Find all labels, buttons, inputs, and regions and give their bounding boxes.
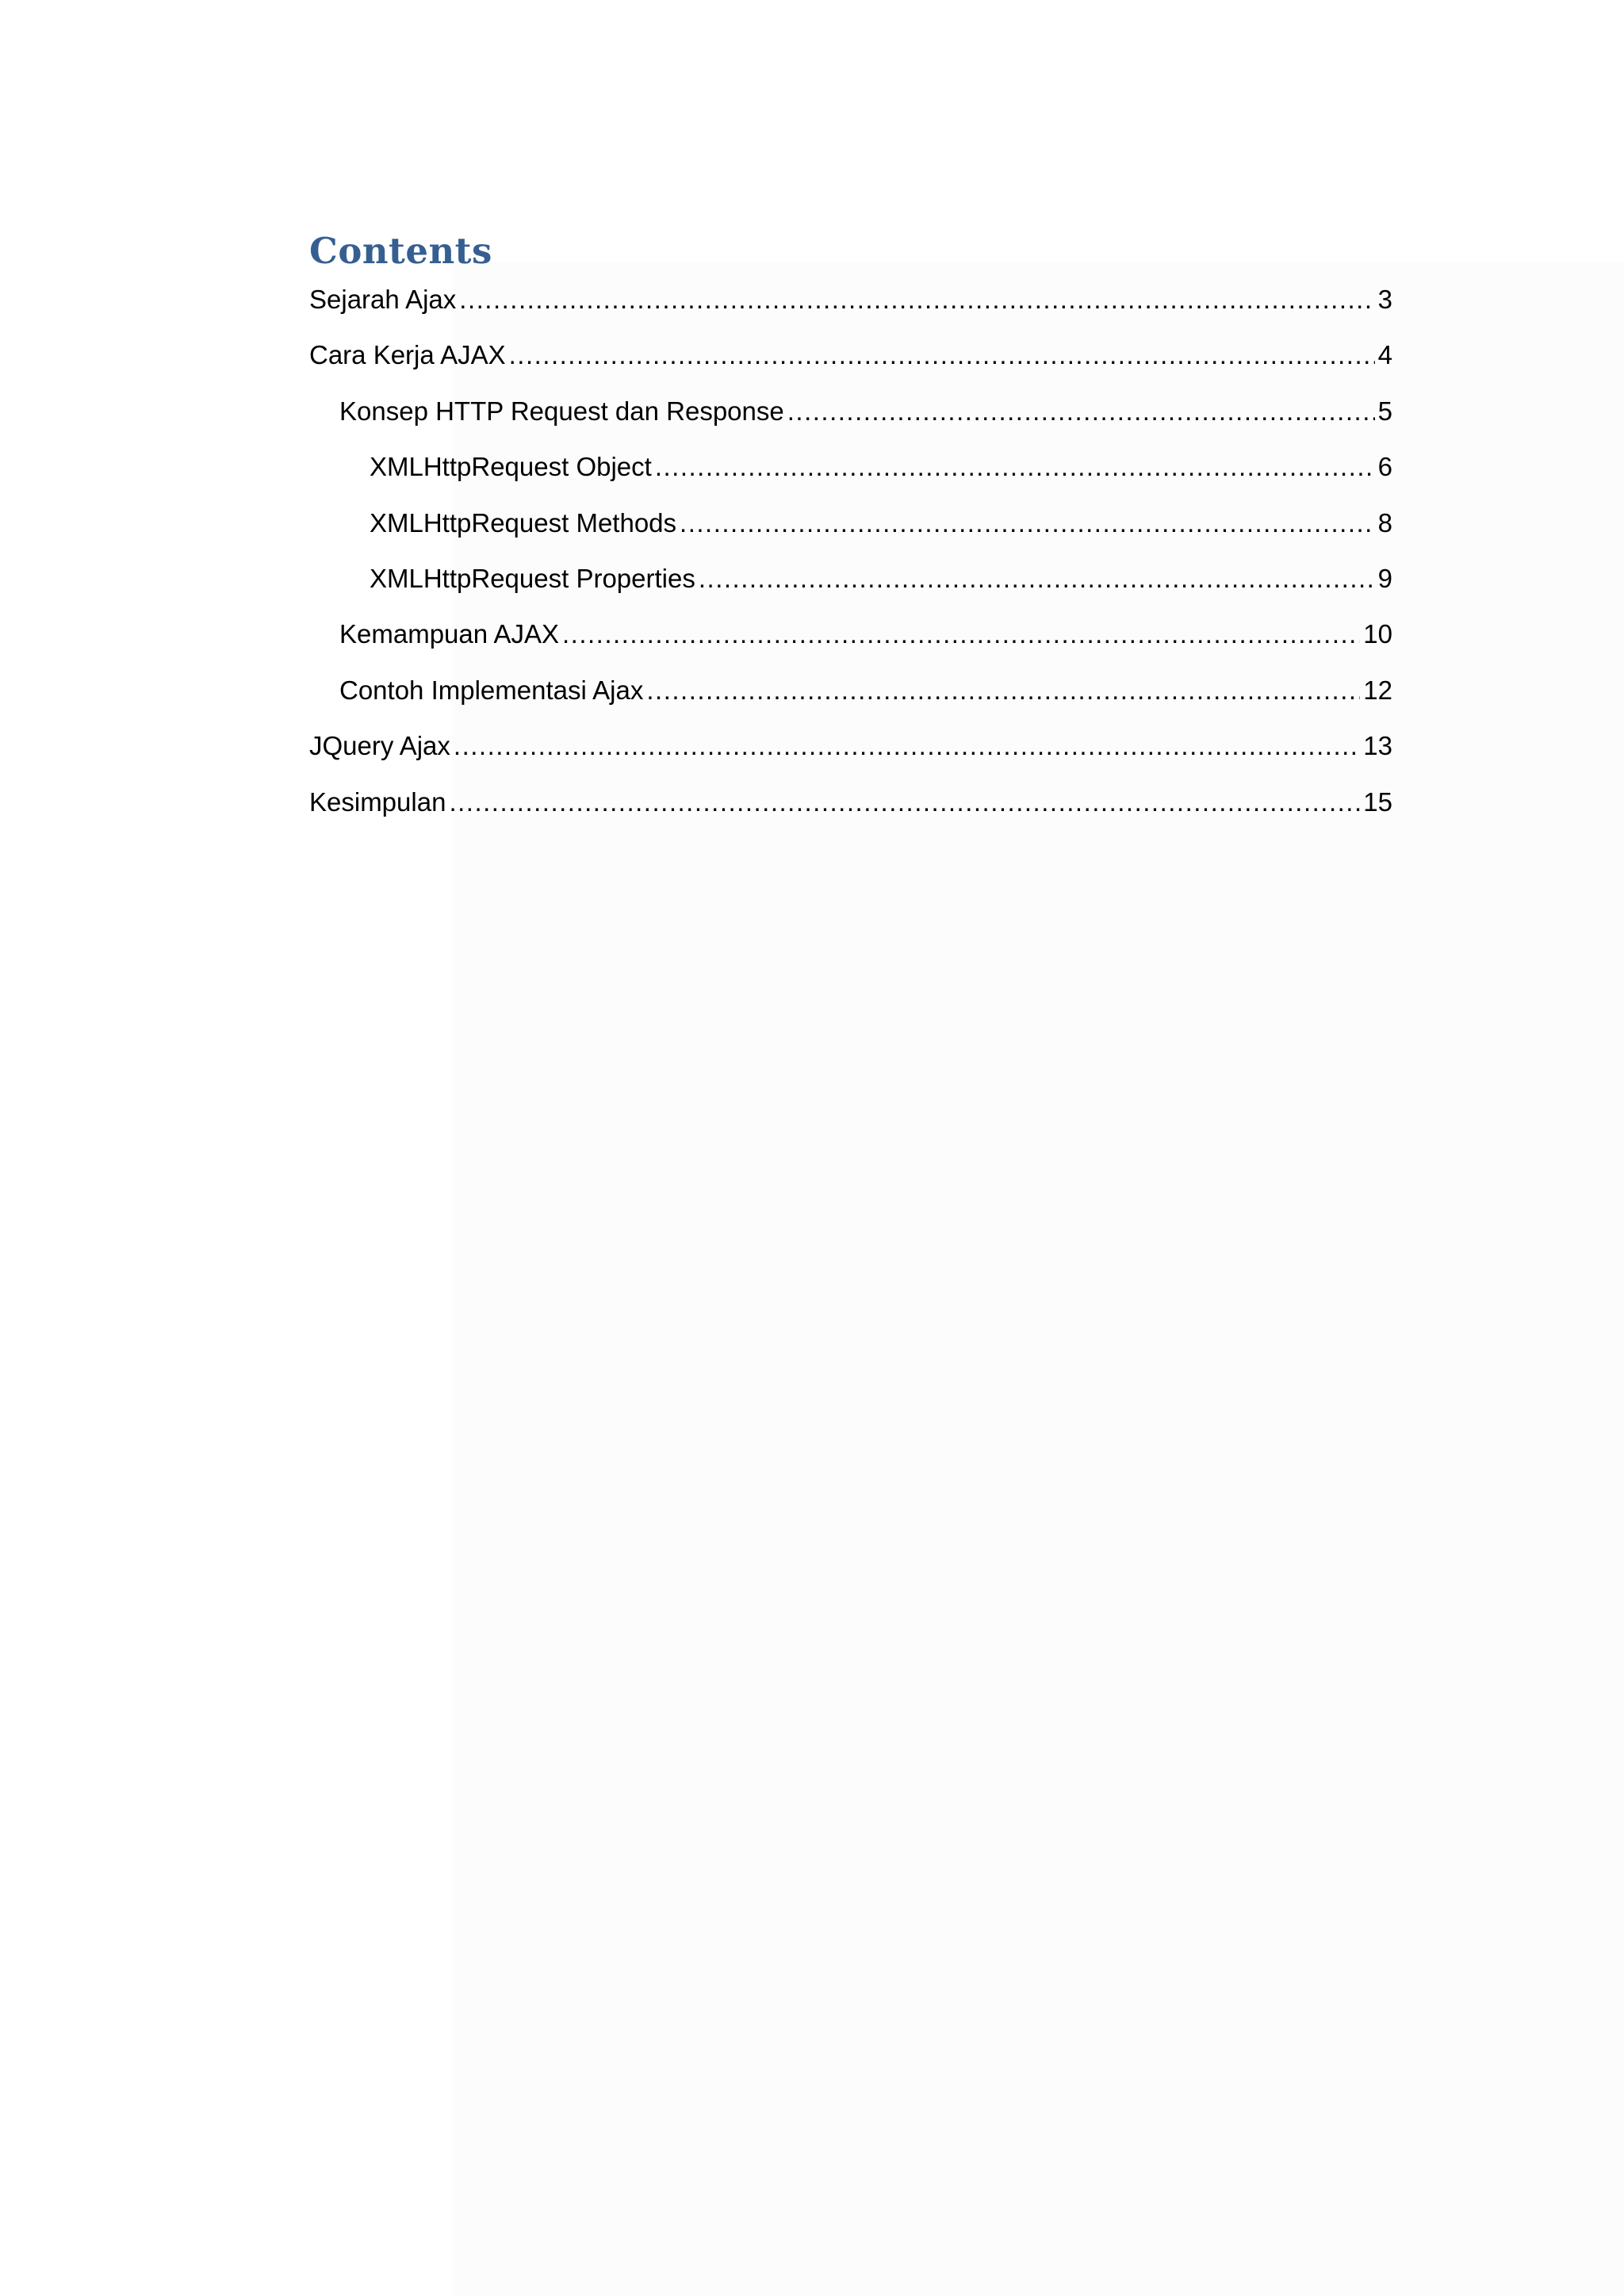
toc-entry[interactable] — [309, 508, 1392, 564]
toc-entry-label: XMLHttpRequest Properties — [370, 563, 695, 593]
toc-entry-page: 6 — [1377, 452, 1392, 482]
toc-entry-label: XMLHttpRequest Object — [370, 452, 652, 482]
toc-entry-page: 3 — [1377, 285, 1392, 314]
toc-entry[interactable] — [309, 675, 1392, 731]
toc-entry-label: JQuery Ajax — [309, 731, 450, 761]
toc-entry[interactable] — [309, 285, 1392, 340]
toc-entry-page: 10 — [1363, 619, 1392, 649]
toc-title: Contents — [309, 230, 492, 272]
toc-entry-label: Sejarah Ajax — [309, 285, 457, 314]
toc-entry-label: Cara Kerja AJAX — [309, 340, 506, 370]
toc-entry-label: XMLHttpRequest Methods — [370, 507, 677, 538]
toc-dot-leader — [787, 396, 1375, 427]
toc-entry-label: Kemampuan AJAX — [339, 619, 559, 649]
toc-entry[interactable] — [309, 396, 1392, 452]
toc-entry-page: 8 — [1377, 507, 1392, 538]
toc-dot-leader — [459, 285, 1374, 315]
toc-dot-leader — [509, 340, 1375, 370]
table-of-contents — [309, 226, 1392, 843]
toc-dot-leader — [562, 619, 1360, 649]
toc-entry-page: 13 — [1363, 731, 1392, 761]
toc-entry-page: 4 — [1377, 340, 1392, 370]
toc-dot-leader — [655, 452, 1375, 482]
toc-dot-leader — [454, 731, 1360, 761]
toc-entry-label: Contoh Implementasi Ajax — [339, 675, 644, 705]
toc-entry-page: 9 — [1377, 563, 1392, 593]
toc-entry[interactable] — [309, 731, 1392, 786]
toc-list — [309, 285, 1392, 843]
toc-entry-page: 5 — [1377, 396, 1392, 426]
toc-entry-label: Kesimpulan — [309, 786, 446, 817]
toc-dot-leader — [680, 508, 1375, 538]
toc-entry[interactable] — [309, 619, 1392, 675]
toc-dot-leader — [699, 564, 1375, 594]
toc-entry[interactable] — [309, 340, 1392, 396]
toc-dot-leader — [449, 787, 1360, 817]
toc-entry-page: 15 — [1363, 786, 1392, 817]
toc-entry[interactable] — [309, 452, 1392, 507]
toc-entry[interactable] — [309, 787, 1392, 843]
toc-entry-label: Konsep HTTP Request dan Response — [339, 396, 784, 426]
toc-entry-page: 12 — [1363, 675, 1392, 705]
toc-dot-leader — [646, 675, 1360, 706]
toc-entry[interactable] — [309, 564, 1392, 619]
